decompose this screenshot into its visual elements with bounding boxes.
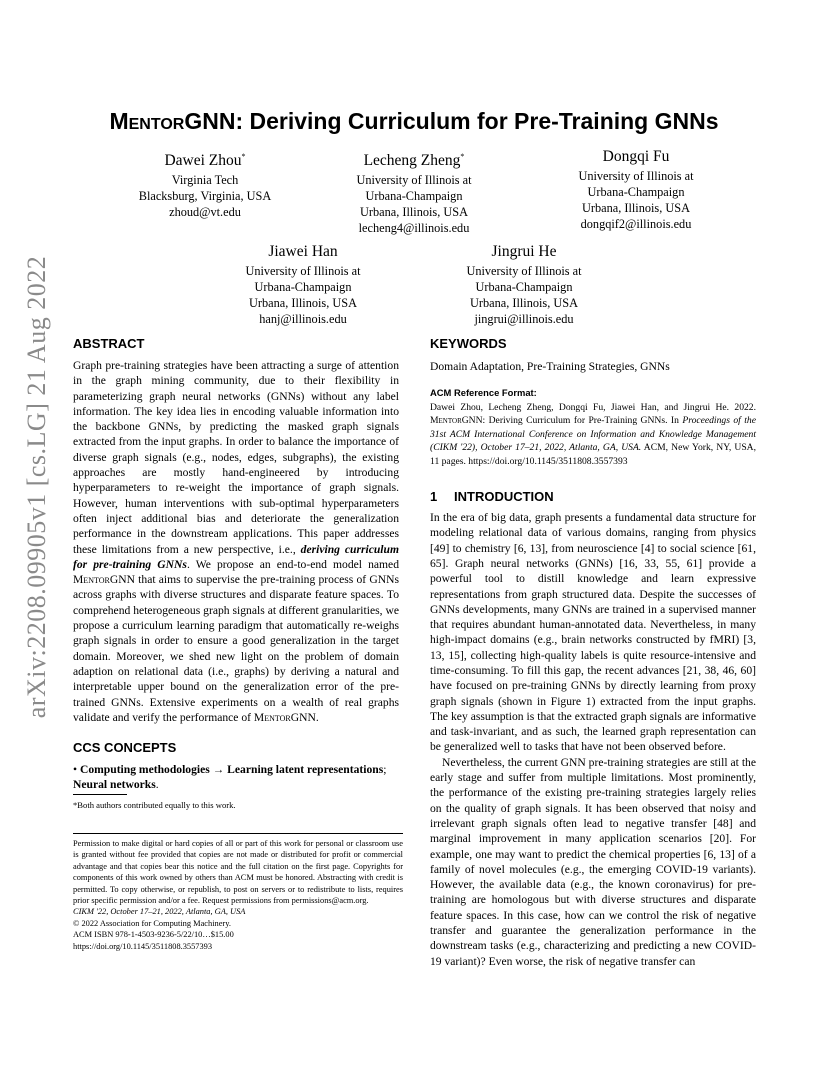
author-location: Urbana, Illinois, USA [582, 201, 690, 215]
author-block [314, 146, 514, 236]
keywords-text: Domain Adaptation, Pre-Training Strategies, GNNs [430, 360, 670, 373]
paper-title [0, 108, 828, 135]
author-affiliation: University of Illinois at [466, 264, 582, 278]
acm-ref-heading: ACM Reference Format: [430, 387, 537, 398]
author-location: Urbana, Illinois, USA [470, 296, 578, 310]
author-email: zhoud@vt.edu [169, 205, 241, 220]
keywords-heading: KEYWORDS [430, 336, 507, 351]
copyright-line: © 2022 Association for Computing Machinery. [73, 918, 231, 928]
author-email: hanj@illinois.edu [259, 312, 347, 326]
author-name: Lecheng Zheng* [363, 152, 465, 170]
author-email: jingrui@illinois.edu [474, 312, 574, 326]
author-affiliation: Urbana-Champaign [254, 280, 352, 294]
author-location: Urbana, Illinois, USA [249, 296, 357, 310]
title-model-name: MentorGNN [109, 108, 236, 134]
isbn-line: ACM ISBN 978-1-4503-9236-5/22/10…$15.00 [73, 930, 234, 940]
author-affiliation: University of Illinois at [356, 173, 472, 188]
author-affiliation: Urbana-Champaign [587, 185, 685, 199]
author-affiliation: University of Illinois at [578, 169, 694, 183]
author-block [203, 241, 403, 327]
abstract-text: Graph pre-training strategies have been attracting a surge of attention in the graph mining community, due to their flexibility in parameterizing graph neural networks (GNNs) without any label information. The key idea lies in encoding valuable information into the backbone GNNs, by predicting the masked graph signals extracted from the input graphs. In order to balance the importance of diverse graph signals (e.g., nodes, edges, subgraphs), the existing approaches are mostly hand-engineered by introducing hyperparameters to re-weight the importance of graph signals. However, human interventions with sub-optimal hyperparameters often inject additional bias and deteriorate the generalization performance in the downstream applications. This paper addresses these limitations from a new perspective, i.e., deriving curriculum for pre-training GNNs. We propose an end-to-end model named MentorGNN that aims to supervise the pre-training process of GNNs across graphs with diverse structures and disparate feature spaces. To comprehend heterogeneous graph signals at different granularities, we propose a curriculum learning paradigm that automatically re-weighs graph signals in order to ensure a good generalization in the target domain. Moreover, we shed new light on the problem of domain adaption on relational data (i.e., graphs) by deriving a natural and interpretable upper bound on the generalization error of the pre-trained GNNs. Extensive experiments on a wealth of real graphs validate and verify the performance of MentorGNN. [73, 359, 399, 724]
author-block [424, 241, 624, 327]
author-name: Dawei Zhou* [164, 152, 246, 170]
left-column [73, 335, 399, 793]
author-name: Jingrui He [491, 243, 557, 260]
author-block [536, 146, 736, 232]
arxiv-id: arXiv:2208.09905v1 [cs.LG] 21 Aug 2022 [22, 255, 51, 719]
arxiv-stamp [20, 255, 54, 719]
author-location: Urbana, Illinois, USA [360, 205, 468, 220]
intro-paragraph: In the era of big data, graph presents a fundamental data structure for modeling relational data of various domains, ranging from physics [49] to chemistry [6, 13], from neuroscience [4] to social science [61, 65]. Graph neural networks (GNNs) [16, 33, 55, 61] provide a powerful tool to distill knowledge and learn expressive representations from graph structured data. Despite the successes of GNNs developments, many GNNs are trained in a supervised manner that requires abundant human-annotated data. Nevertheless, in many high-impact domains (e.g., brain networks constructed by fMRI) [3, 13, 15], collecting high-quality labels is quite resource-intensive and time-consuming. To fill this gap, the recent advances [21, 38, 46, 60] have focused on pre-training GNNs by directly learning from proxy graph signals (shown in Figure 1) extracted from the input graphs. The key assumption is that the extracted graph signals are informative and task-invariant, and as such, the learned graph representation can be generalized well to tasks that have not been observed before. [430, 511, 756, 754]
author-affiliation: Virginia Tech [171, 173, 239, 188]
author-email: dongqif2@illinois.edu [580, 217, 692, 231]
footnote: *Both authors contributed equally to this work. [73, 800, 236, 810]
author-block [105, 146, 305, 220]
author-affiliation: Urbana-Champaign [475, 280, 573, 294]
acm-ref-text: Dawei Zhou, Lecheng Zheng, Dongqi Fu, Jiawei Han, and Jingrui He. 2022. MentorGNN: Deriving Curriculum for Pre-Training GNNs. In Proceedings of the 31st ACM International Conference on Information and Knowledge Management (CIKM '22), October 17–21, 2022, Atlanta, GA, USA. ACM, New York, NY, USA, 11 pages. https://doi.org/10.1145/3511808.3557393 [430, 402, 756, 467]
venue-line: CIKM '22, October 17–21, 2022, Atlanta, GA, USA [73, 907, 246, 917]
intro-heading: 1 INTRODUCTION [430, 489, 554, 505]
author-location: Blacksburg, Virginia, USA [138, 189, 272, 204]
title-rest: : Deriving Curriculum for Pre-Training GNNs [235, 108, 719, 134]
author-affiliation: University of Illinois at [245, 264, 361, 278]
doi-line: https://doi.org/10.1145/3511808.3557393 [73, 941, 213, 951]
author-email: lecheng4@illinois.edu [358, 221, 470, 236]
permission-rule [73, 833, 403, 834]
ccs-heading: CCS CONCEPTS [73, 740, 177, 756]
abstract-heading: ABSTRACT [73, 336, 145, 351]
footnote-rule [73, 794, 127, 795]
intro-paragraph: Nevertheless, the current GNN pre-training strategies are still at the early stage and suffer from multiple limitations. Most prominently, the performance of the existing pre-training strategies largely relies on the quality of graph signals. It has been observed that noisy and irrelevant graph signals often lead to negative transfer [48] and marginal improvement in many application scenarios [20]. For example, one may want to predict the chemical properties [6, 13] of a family of novel molecules (e.g., the emerging COVID-19 variants). However, the available data (e.g., the known coronavirus) for pre-training are homologous but with diverse structures and disparate feature spaces. In this case, how can we control the risk of negative transfer and guarantee the generalization performance in the downstream tasks (e.g., characterizing and predicting a new COVID-19 variant)? Even worse, the risk of negative transfer can [430, 755, 756, 968]
permission-text: Permission to make digital or hard copies of all or part of this work for personal or classroom use is granted without fee provided that copies are not made or distributed for profit or commercial advantage and that copies bear this notice and the full citation on the first page. Copyrights for components of this work owned by others than ACM must be honored. Abstracting with credit is permitted. To copy otherwise, or republish, to post on servers or to redistribute to lists, requires prior specific permission and/or a fee. Request permissions from permissions@acm.org. [73, 839, 403, 906]
author-affiliation: Urbana-Champaign [365, 189, 463, 204]
permission-block [73, 838, 403, 952]
author-name: Dongqi Fu [602, 148, 670, 165]
right-column [430, 335, 756, 969]
author-name: Jiawei Han [268, 243, 338, 260]
ccs-concepts: • Computing methodologies → Learning latent representations; Neural networks. [73, 763, 387, 792]
